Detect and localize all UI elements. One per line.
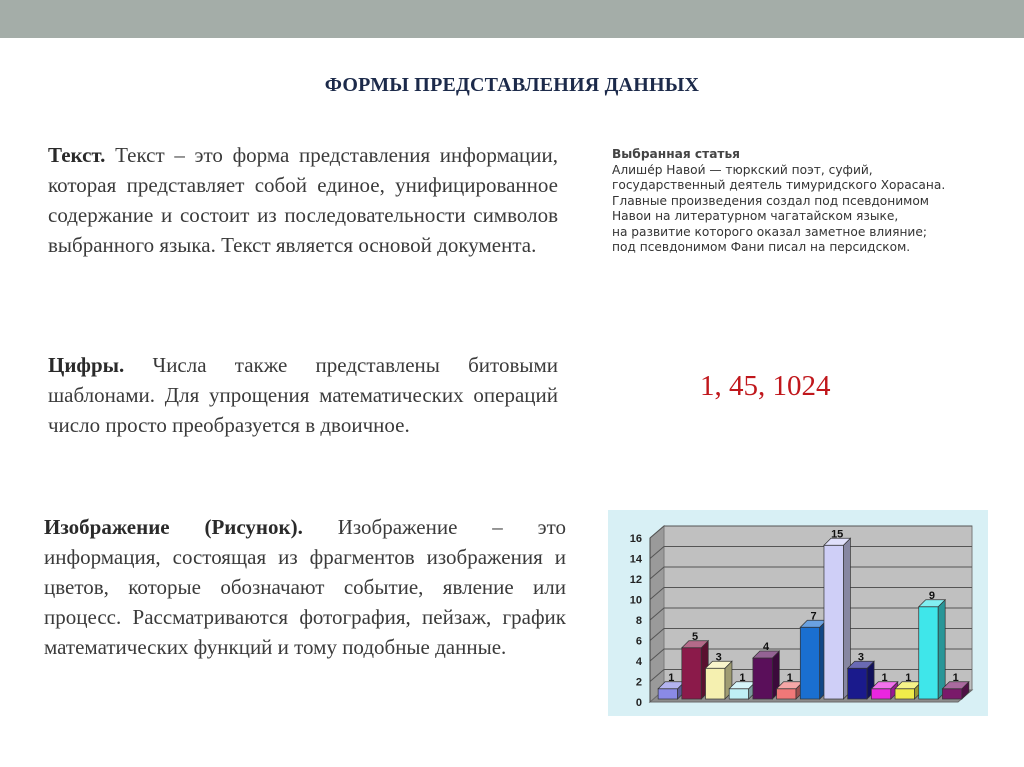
- bar-chart: [608, 510, 988, 716]
- article-line: государственный деятель тимуридского Хорасана.: [612, 178, 946, 192]
- bar-data-label: 1: [668, 671, 675, 684]
- bar: [777, 689, 796, 699]
- bar: [658, 689, 677, 699]
- y-tick-label: 6: [635, 635, 642, 648]
- bar: [800, 627, 819, 699]
- digits-paragraph: [48, 350, 558, 440]
- bar: [824, 545, 843, 699]
- bar-data-label: 1: [952, 671, 959, 684]
- y-tick-label: 14: [629, 553, 642, 566]
- text-paragraph: [48, 140, 558, 260]
- y-tick-label: 0: [635, 697, 642, 709]
- bar: [942, 689, 961, 699]
- y-tick-label: 4: [635, 656, 642, 668]
- bar-data-label: 3: [857, 651, 864, 664]
- article-line: Главные произведения создал под псевдонимом: [612, 193, 929, 208]
- bar-data-label: 1: [881, 671, 888, 684]
- bar: [753, 658, 772, 699]
- bar-side: [938, 600, 945, 699]
- bar: [706, 668, 725, 699]
- article-line: Навои на литературном чагатайском языке,: [612, 209, 899, 223]
- text-body: Текст – это форма представления информации, которая представляет собой единое, унифицированное содержание и состоит из последовательности символов выбранного языка. Текст является основой документа.: [48, 143, 559, 257]
- bar: [871, 689, 890, 699]
- article-line: на развитие которого оказал заметное влияние;: [612, 224, 927, 239]
- bar-data-label: 5: [691, 630, 699, 643]
- y-tick-label: 16: [629, 533, 642, 545]
- y-tick-label: 8: [635, 615, 642, 627]
- digits-body: Числа также представлены битовыми шаблонами. Для упрощения математических операций число просто преобразуется в двоичное.: [48, 353, 558, 437]
- bar-data-label: 4: [763, 641, 770, 653]
- y-tick-label: 2: [635, 676, 642, 689]
- digits-heading: Цифры.: [48, 353, 125, 377]
- article-excerpt: [612, 147, 992, 256]
- y-tick-label: 10: [629, 594, 642, 607]
- bar-data-label: 3: [715, 651, 722, 664]
- image-body: Изображение – это информация, состоящая из фрагментов изображения и цветов, которые обозначают событие, явление или процесс. Рассматриваются фотография, пейзаж, график математических функций и тому подобные данные.: [44, 515, 567, 659]
- bar: [729, 689, 748, 699]
- bar: [682, 648, 701, 699]
- bar-data-label: 1: [739, 671, 746, 684]
- article-line: Алише́р Навои́ — тюркский поэт, суфий,: [612, 162, 873, 177]
- bar-data-label: 7: [810, 610, 817, 623]
- bar: [919, 607, 938, 699]
- bar-data-label: 1: [905, 671, 912, 684]
- article-line: под псевдонимом Фани писал на персидском.: [612, 240, 911, 254]
- numbers-example: 1, 45, 1024: [700, 370, 831, 402]
- image-paragraph: [44, 512, 566, 662]
- text-heading: Текст.: [48, 143, 106, 167]
- top-bar: [0, 0, 1024, 38]
- bar: [848, 668, 867, 699]
- bar-data-label: 9: [928, 589, 936, 602]
- bar-chart-svg: [608, 510, 988, 716]
- slide-title: ФОРМЫ ПРЕДСТАВЛЕНИЯ ДАННЫХ: [324, 74, 700, 96]
- bar-data-label: 1: [786, 671, 793, 684]
- y-tick-label: 12: [629, 574, 642, 586]
- article-heading: Выбранная статья: [612, 147, 741, 161]
- bar-data-label: 15: [831, 528, 844, 541]
- image-heading: Изображение (Рисунок).: [44, 515, 303, 539]
- bar: [895, 689, 914, 699]
